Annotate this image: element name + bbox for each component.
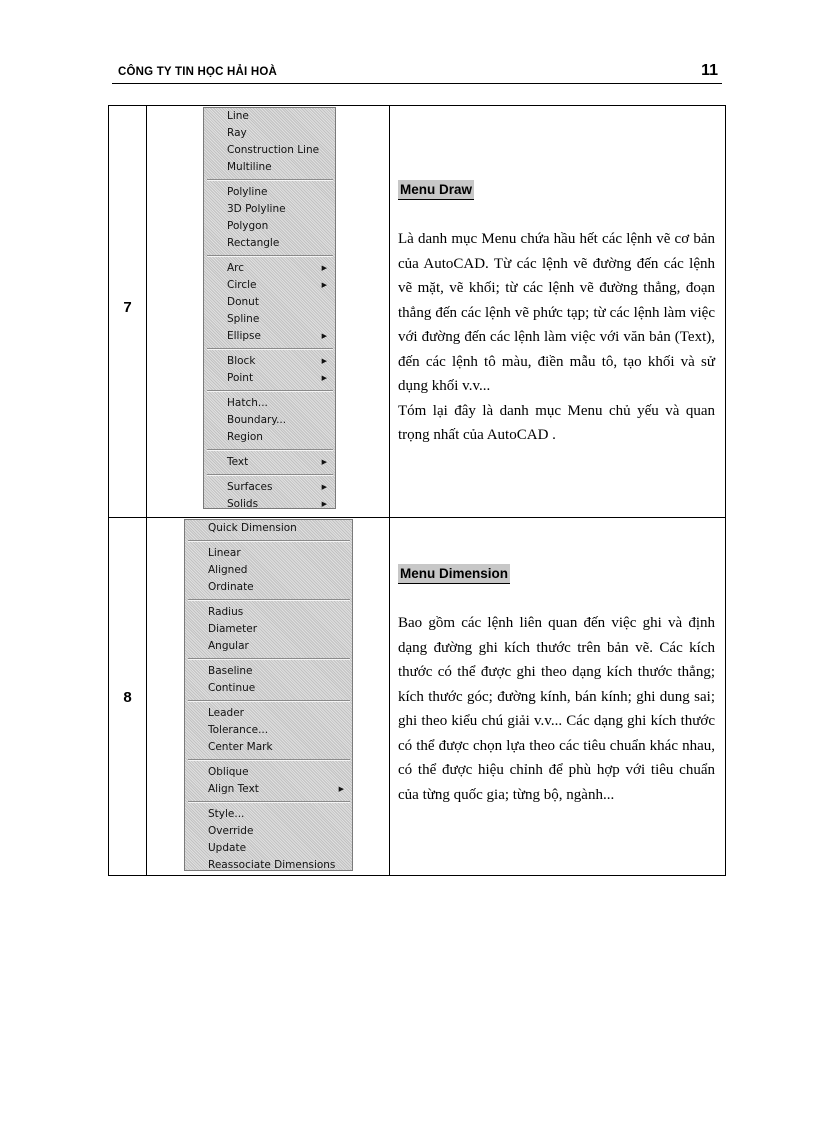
menu-item[interactable] — [185, 562, 352, 579]
description-paragraph: Là danh mục Menu chứa hầu hết các lệnh vẽ cơ bản của AutoCAD. Từ các lệnh vẽ đường đến các lệnh vẽ mặt, vẽ khối; từ các lệnh vẽ đường thẳng, đoạn thẳng đến các lệnh vẽ phức tạp; từ các lệnh làm việc với đường đến các lệnh làm việc với văn bản (Text), đến các lệnh tô màu, điền mẫu tô, tạo khối và sử dụng khối v.v... — [398, 231, 715, 394]
submenu-arrow-icon: ▶ — [321, 357, 327, 365]
description-cell — [390, 106, 725, 517]
company-name: CÔNG TY TIN HỌC HẢI HOÀ — [118, 66, 278, 78]
page-header — [112, 63, 722, 84]
menu-item[interactable] — [204, 328, 335, 345]
menu-item[interactable] — [204, 125, 335, 142]
submenu-arrow-icon: ▶ — [321, 458, 327, 466]
menu-item[interactable] — [185, 705, 352, 722]
menu-item-label: Rectangle — [227, 237, 280, 249]
menu-separator — [207, 348, 333, 350]
menu-item-label: Text — [227, 456, 249, 468]
menu-item-label: Ray — [227, 127, 247, 139]
menu-item[interactable] — [185, 638, 352, 655]
submenu-arrow-icon: ▶ — [321, 483, 327, 491]
description-paragraph: Bao gồm các lệnh liên quan đến việc ghi và định dạng đường ghi kích thước trên bản vẽ. Các kích thước có thể được ghi theo dạng kích thước thẳng; kích thước góc; đường kính, bán kính; ghi dung sai; ghi theo kiểu chú giải v.v... Các dạng ghi kích thước có thể được chọn lựa theo các tiêu chuẩn khác nhau, có thể được hiệu chỉnh để phù hợp với tiêu chuẩn của từng quốc gia; từng bộ, ngành... — [398, 615, 715, 803]
menu-item[interactable] — [204, 496, 335, 513]
menu-separator — [188, 658, 350, 660]
menu-separator — [207, 474, 333, 476]
row-number: 7 — [123, 299, 132, 316]
menu-separator — [207, 255, 333, 257]
menu-item-label: Circle — [227, 279, 257, 291]
submenu-arrow-icon: ▶ — [321, 374, 327, 382]
menu-item-label: Aligned — [208, 564, 248, 576]
menu-item-label: 3D Polyline — [227, 203, 286, 215]
menu-item-label: Oblique — [208, 766, 249, 778]
menu-item-label: Line — [227, 110, 249, 122]
menu-item[interactable] — [204, 311, 335, 328]
menu-item-label: Point — [227, 372, 254, 384]
menu-item[interactable] — [204, 201, 335, 218]
menu-title: Menu Dimension — [398, 564, 510, 584]
menu-item-label: Center Mark — [208, 741, 273, 753]
menu-item[interactable] — [185, 857, 352, 874]
menu-item[interactable] — [204, 429, 335, 446]
menu-item-label: Align Text — [208, 783, 259, 795]
menu-item[interactable] — [204, 159, 335, 176]
menu-item-label: Diameter — [208, 623, 258, 635]
menu-separator — [188, 700, 350, 702]
menu-item-label: Style... — [208, 808, 245, 820]
menu-separator — [207, 390, 333, 392]
row-number: 8 — [123, 689, 132, 706]
menu-item-label: Ellipse — [227, 330, 261, 342]
menu-item[interactable] — [204, 395, 335, 412]
draw-menu-panel — [203, 107, 336, 509]
menu-item-label: Arc — [227, 262, 245, 274]
table-row — [109, 106, 725, 518]
menu-table — [108, 105, 726, 876]
menu-item[interactable] — [185, 764, 352, 781]
menu-item-label: Reassociate Dimensions — [208, 859, 336, 871]
dimension-menu-panel — [184, 519, 353, 871]
submenu-arrow-icon: ▶ — [321, 281, 327, 289]
menu-item[interactable] — [204, 184, 335, 201]
menu-separator — [188, 599, 350, 601]
table-row — [109, 518, 725, 875]
menu-item-label: Update — [208, 842, 247, 854]
menu-separator — [188, 540, 350, 542]
menu-item[interactable] — [204, 353, 335, 370]
menu-item[interactable] — [204, 277, 335, 294]
menu-item[interactable] — [185, 840, 352, 857]
menu-item-label: Surfaces — [227, 481, 273, 493]
menu-item-label: Angular — [208, 640, 249, 652]
menu-item-label: Solids — [227, 498, 259, 510]
menu-item-label: Boundary... — [227, 414, 287, 426]
row-number-cell — [109, 518, 147, 875]
menu-item[interactable] — [204, 218, 335, 235]
menu-item-label: Hatch... — [227, 397, 268, 409]
menu-image-cell — [147, 106, 390, 517]
menu-separator — [188, 759, 350, 761]
menu-item[interactable] — [204, 479, 335, 496]
menu-separator — [188, 801, 350, 803]
menu-item-label: Radius — [208, 606, 244, 618]
menu-item[interactable] — [185, 781, 352, 798]
description-text — [398, 611, 715, 807]
menu-item-label: Polyline — [227, 186, 268, 198]
menu-item-label: Override — [208, 825, 254, 837]
menu-item-label: Tolerance... — [208, 724, 269, 736]
menu-item-label: Linear — [208, 547, 241, 559]
menu-item[interactable] — [185, 680, 352, 697]
menu-item-label: Donut — [227, 296, 259, 308]
row-number-cell — [109, 106, 147, 517]
menu-item-label: Region — [227, 431, 263, 443]
menu-image-cell — [147, 518, 390, 875]
menu-item[interactable] — [204, 260, 335, 277]
submenu-arrow-icon: ▶ — [338, 785, 344, 793]
submenu-arrow-icon: ▶ — [321, 500, 327, 508]
menu-item[interactable] — [204, 412, 335, 429]
submenu-arrow-icon: ▶ — [321, 332, 327, 340]
menu-item-label: Leader — [208, 707, 245, 719]
menu-item[interactable] — [185, 823, 352, 840]
menu-item-label: Baseline — [208, 665, 253, 677]
menu-item[interactable] — [185, 739, 352, 756]
menu-item[interactable] — [185, 663, 352, 680]
menu-item-label: Polygon — [227, 220, 269, 232]
page-number: 11 — [701, 62, 718, 79]
menu-item[interactable] — [185, 621, 352, 638]
menu-title: Menu Draw — [398, 180, 474, 200]
menu-item[interactable] — [204, 294, 335, 311]
menu-separator — [207, 179, 333, 181]
menu-item[interactable] — [204, 370, 335, 387]
description-paragraph: Tóm lại đây là danh mục Menu chủ yếu và quan trọng nhất của AutoCAD . — [398, 402, 715, 443]
menu-item[interactable] — [185, 520, 352, 537]
menu-item-label: Quick Dimension — [208, 522, 297, 534]
menu-item-label: Spline — [227, 313, 260, 325]
menu-item[interactable] — [185, 579, 352, 596]
menu-item-label: Continue — [208, 682, 256, 694]
description-cell — [390, 518, 725, 875]
menu-item[interactable] — [185, 545, 352, 562]
menu-separator — [207, 449, 333, 451]
menu-item-label: Construction Line — [227, 144, 320, 156]
description-text — [398, 227, 715, 448]
menu-item[interactable] — [204, 454, 335, 471]
menu-item[interactable] — [204, 142, 335, 159]
menu-item[interactable] — [185, 806, 352, 823]
menu-item[interactable] — [204, 235, 335, 252]
menu-item[interactable] — [204, 108, 335, 125]
menu-item-label: Ordinate — [208, 581, 254, 593]
submenu-arrow-icon: ▶ — [321, 264, 327, 272]
menu-item[interactable] — [185, 604, 352, 621]
menu-item-label: Multiline — [227, 161, 272, 173]
menu-item-label: Block — [227, 355, 256, 367]
menu-item[interactable] — [185, 722, 352, 739]
